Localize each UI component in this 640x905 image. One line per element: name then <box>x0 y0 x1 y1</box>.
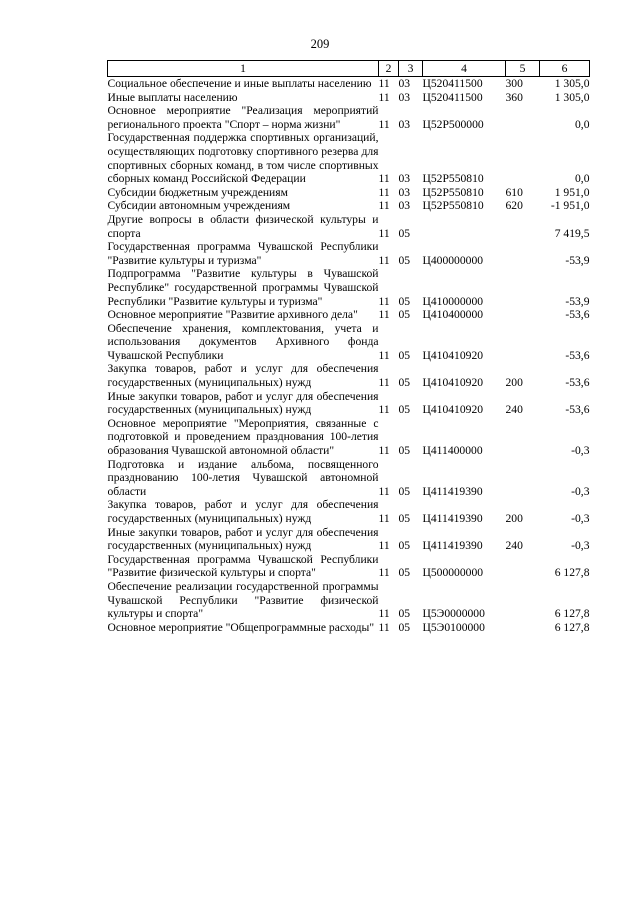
row-subsection: 03 <box>398 77 411 90</box>
row-amount: -53,6 <box>565 308 590 322</box>
page-number: 209 <box>310 37 330 51</box>
row-name: Субсидии автономным учреждениям <box>107 199 291 213</box>
row-subsection: 05 <box>398 226 411 240</box>
row-name: Основное мероприятие "Реализация мероприятий регионального проекта "Спорт – норма жизни" <box>107 104 379 131</box>
table-row <box>108 131 590 185</box>
table-row <box>108 267 590 308</box>
row-subsection: 05 <box>398 403 411 417</box>
row-target-article: Ц410410920 <box>422 348 484 362</box>
table-row <box>108 104 590 131</box>
row-expense-type <box>506 267 540 308</box>
row-amount: -1 951,0 <box>550 199 590 213</box>
row-target-article: Ц5Э0000000 <box>422 607 485 621</box>
row-name: Основное мероприятие "Мероприятия, связанные с подготовкой и проведением празднования 100-летия образования Чувашской автономной области" <box>107 416 379 458</box>
header-col-6: 6 <box>540 61 590 77</box>
table-row <box>108 213 590 240</box>
row-amount: -0,3 <box>571 444 590 458</box>
row-expense-type <box>506 417 540 458</box>
row-name: Закупка товаров, работ и услуг для обеспечения государственных (муниципальных) нужд <box>107 362 379 390</box>
row-section: 11 <box>378 348 390 362</box>
row-target-article: Ц52Р500000 <box>422 117 484 131</box>
row-section: 11 <box>378 172 390 186</box>
row-expense-type: 360 <box>505 90 523 104</box>
row-target-article: Ц411419390 <box>422 484 483 498</box>
row-expense-type <box>506 322 540 363</box>
row-subsection: 03 <box>398 117 411 131</box>
row-target-article: Ц411419390 <box>422 512 483 525</box>
row-subsection: 05 <box>398 566 411 580</box>
table-row <box>108 308 590 322</box>
row-subsection: 03 <box>398 199 411 213</box>
row-section: 11 <box>378 620 390 634</box>
row-amount: 0,0 <box>575 172 590 186</box>
row-target-article: Ц520411500 <box>422 77 483 90</box>
row-name: Иные выплаты населению <box>107 90 238 104</box>
table-row <box>108 322 590 363</box>
row-amount: -53,6 <box>565 348 590 362</box>
row-name: Другие вопросы в области физической культуры и спорта <box>107 212 379 240</box>
row-name: Социальное обеспечение и иные выплаты населению <box>107 77 372 90</box>
row-subsection: 05 <box>398 512 411 525</box>
row-expense-type <box>506 213 540 240</box>
row-section: 11 <box>378 199 390 213</box>
row-subsection: 05 <box>398 348 411 362</box>
row-target-article: Ц500000000 <box>422 566 484 580</box>
row-section: 11 <box>378 90 390 104</box>
table-row <box>108 240 590 267</box>
header-col-2: 2 <box>379 61 399 77</box>
row-subsection: 05 <box>398 444 411 458</box>
table-row <box>108 580 590 621</box>
row-name: Основное мероприятие "Развитие архивного дела" <box>107 308 358 322</box>
row-name: Подготовка и издание альбома, посвященного празднованию 100-летия Чувашской автономной области <box>107 457 379 498</box>
row-subsection: 05 <box>398 620 411 634</box>
table-row <box>108 553 590 580</box>
row-name: Обеспечение хранения, комплектования, учета и использования документов Архивного фонда Чувашской Республики <box>107 321 379 362</box>
row-section: 11 <box>378 226 390 240</box>
row-subsection: 05 <box>398 484 411 498</box>
row-name: Основное мероприятие "Общепрограммные расходы" <box>107 620 375 634</box>
row-target-article: Ц411419390 <box>422 539 483 553</box>
row-amount: -0,3 <box>571 484 590 498</box>
row-name: Субсидии бюджетным учреждениям <box>107 185 288 199</box>
row-section: 11 <box>378 607 390 621</box>
table-row <box>108 498 590 525</box>
table-row <box>108 186 590 200</box>
row-section: 11 <box>378 444 390 458</box>
row-name: Иные закупки товаров, работ и услуг для обеспечения государственных (муниципальных) нужд <box>107 525 379 553</box>
table-row <box>108 77 590 91</box>
row-amount: 1 305,0 <box>554 90 590 104</box>
row-expense-type: 200 <box>505 512 523 525</box>
row-section: 11 <box>378 539 390 553</box>
row-expense-type: 240 <box>505 539 523 553</box>
row-subsection: 05 <box>398 539 411 553</box>
row-amount: 1 305,0 <box>554 77 590 90</box>
row-section: 11 <box>378 253 390 267</box>
row-expense-type <box>506 104 540 131</box>
row-subsection: 05 <box>398 253 411 267</box>
table-row <box>108 526 590 553</box>
row-name: Закупка товаров, работ и услуг для обеспечения государственных (муниципальных) нужд <box>107 498 379 525</box>
row-subsection: 03 <box>398 90 411 104</box>
row-subsection: 03 <box>398 172 411 186</box>
row-subsection: 05 <box>398 376 411 390</box>
row-amount: 1 951,0 <box>554 185 590 199</box>
row-target-article: Ц410400000 <box>422 308 484 322</box>
row-amount: -53,6 <box>565 403 590 417</box>
row-expense-type <box>506 131 540 185</box>
row-section: 11 <box>378 512 390 525</box>
row-target-article: Ц410000000 <box>422 294 484 308</box>
row-expense-type <box>506 308 540 322</box>
header-col-5: 5 <box>506 61 540 77</box>
row-target-article: Ц520411500 <box>422 90 483 104</box>
row-amount: -53,9 <box>565 253 590 267</box>
table-row <box>108 199 590 213</box>
row-amount: -0,3 <box>571 539 590 553</box>
row-expense-type <box>506 553 540 580</box>
row-expense-type: 610 <box>505 185 523 199</box>
row-target-article: Ц5Э0100000 <box>422 620 485 634</box>
row-subsection: 05 <box>398 308 411 322</box>
row-name: Государственная программа Чувашской Республики "Развитие культуры и туризма" <box>107 240 379 267</box>
row-target-article: Ц52Р550810 <box>422 172 484 186</box>
row-name: Обеспечение реализации государственной программы Чувашской Республики "Развитие физической культуры и спорта" <box>107 579 379 621</box>
row-name: Иные закупки товаров, работ и услуг для обеспечения государственных (муниципальных) нужд <box>107 389 379 417</box>
row-subsection: 05 <box>398 607 411 621</box>
row-amount: 0,0 <box>575 117 590 131</box>
row-expense-type: 300 <box>505 77 523 90</box>
row-target-article <box>423 213 506 240</box>
table-row <box>108 91 590 105</box>
row-section: 11 <box>378 117 390 131</box>
row-expense-type <box>506 240 540 267</box>
table-row <box>108 390 590 417</box>
row-target-article: Ц52Р550810 <box>422 199 484 213</box>
row-expense-type: 200 <box>505 376 523 390</box>
table-row <box>108 621 590 635</box>
row-subsection: 05 <box>398 294 411 308</box>
row-target-article: Ц410410920 <box>422 376 484 390</box>
row-target-article: Ц410410920 <box>422 403 484 417</box>
table-header-row <box>108 61 590 77</box>
row-section: 11 <box>378 484 390 498</box>
budget-table <box>107 60 590 634</box>
row-section: 11 <box>378 294 390 308</box>
table-row <box>108 362 590 389</box>
table-row <box>108 417 590 458</box>
row-amount: 6 127,8 <box>554 607 590 621</box>
table-body <box>108 77 590 635</box>
row-target-article: Ц411400000 <box>422 444 483 458</box>
row-amount: 6 127,8 <box>554 566 590 580</box>
row-section: 11 <box>378 403 390 417</box>
row-name: Подпрограмма "Развитие культуры в Чувашской Республике" государственной программы Чувашской Республики "Развитие культуры и туризма" <box>107 267 379 308</box>
row-expense-type: 620 <box>505 199 523 213</box>
row-amount: -0,3 <box>571 512 590 525</box>
row-amount: -53,9 <box>565 294 590 308</box>
row-expense-type <box>506 458 540 499</box>
row-expense-type: 240 <box>505 403 523 417</box>
row-expense-type <box>506 621 540 635</box>
header-col-4: 4 <box>423 61 506 77</box>
row-expense-type <box>506 580 540 621</box>
row-section: 11 <box>378 566 390 580</box>
header-col-3: 3 <box>399 61 423 77</box>
row-section: 11 <box>378 185 390 199</box>
row-amount: 6 127,8 <box>554 620 590 634</box>
row-amount: 7 419,5 <box>554 226 590 240</box>
row-section: 11 <box>378 77 390 90</box>
table-row <box>108 458 590 499</box>
row-name: Государственная программа Чувашской Республики "Развитие физической культуры и спорта" <box>107 552 379 580</box>
row-amount: -53,6 <box>565 376 590 390</box>
row-section: 11 <box>378 376 390 390</box>
row-target-article: Ц400000000 <box>422 253 484 267</box>
header-col-1: 1 <box>108 61 379 77</box>
row-name: Государственная поддержка спортивных организаций, осуществляющих подготовку спортивного резерва для спортивных сборных команд, в том числе спортивных сборных команд Российской Федерации <box>107 131 379 186</box>
row-target-article: Ц52Р550810 <box>422 185 484 199</box>
row-subsection: 03 <box>398 185 411 199</box>
row-section: 11 <box>378 308 390 322</box>
